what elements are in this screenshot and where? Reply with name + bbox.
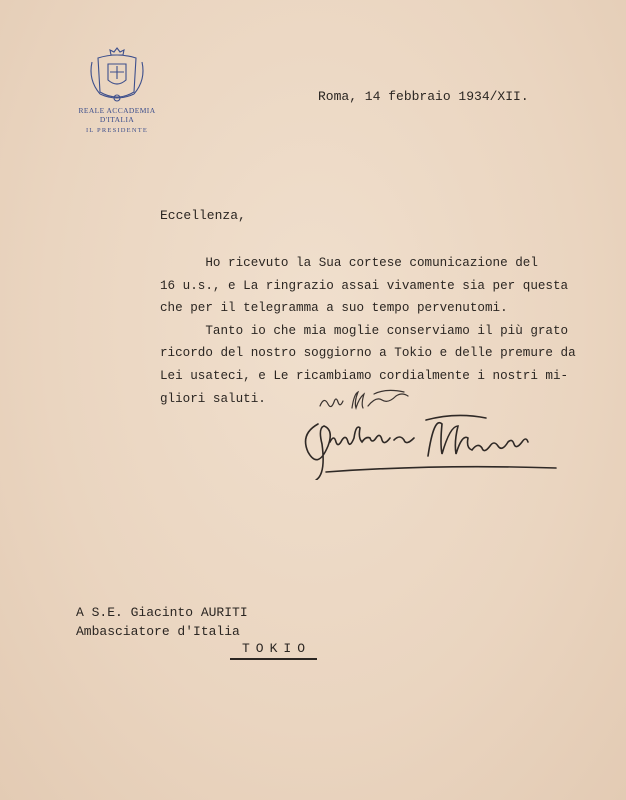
recipient-line: A S.E. Giacinto AURITI — [76, 605, 248, 620]
body-line: 16 u.s., e La ringrazio assai vivamente sia per questa — [160, 278, 569, 293]
body-line: Ho ricevuto la Sua cortese comunicazione del — [160, 256, 538, 270]
dateline: Roma, 14 febbraio 1934/XII. — [318, 89, 529, 104]
recipient-address — [76, 604, 248, 641]
handwritten-signature — [296, 410, 562, 480]
recipient-line: Ambasciatore d'Italia — [76, 623, 240, 639]
body-line: che per il telegramma a suo tempo pervenutomi. — [160, 301, 508, 316]
recipient-city: TOKIO — [230, 641, 317, 660]
organization-role: IL PRESIDENTE — [85, 127, 149, 134]
body-line: gliori saluti. — [160, 391, 266, 406]
body-line: ricordo del nostro soggiorno a Tokio e delle premure da — [160, 346, 576, 361]
organization-name: REALE ACCADEMIA D'ITALIA — [78, 106, 156, 124]
body-line: Lei usateci, e Le ricambiamo cordialmente i nostri mi- — [160, 368, 569, 383]
letterhead — [62, 106, 172, 134]
salutation: Eccellenza, — [160, 208, 246, 223]
body-line: Tanto io che mia moglie conserviamo il più grato — [160, 323, 569, 338]
royal-crest-icon — [86, 46, 148, 104]
